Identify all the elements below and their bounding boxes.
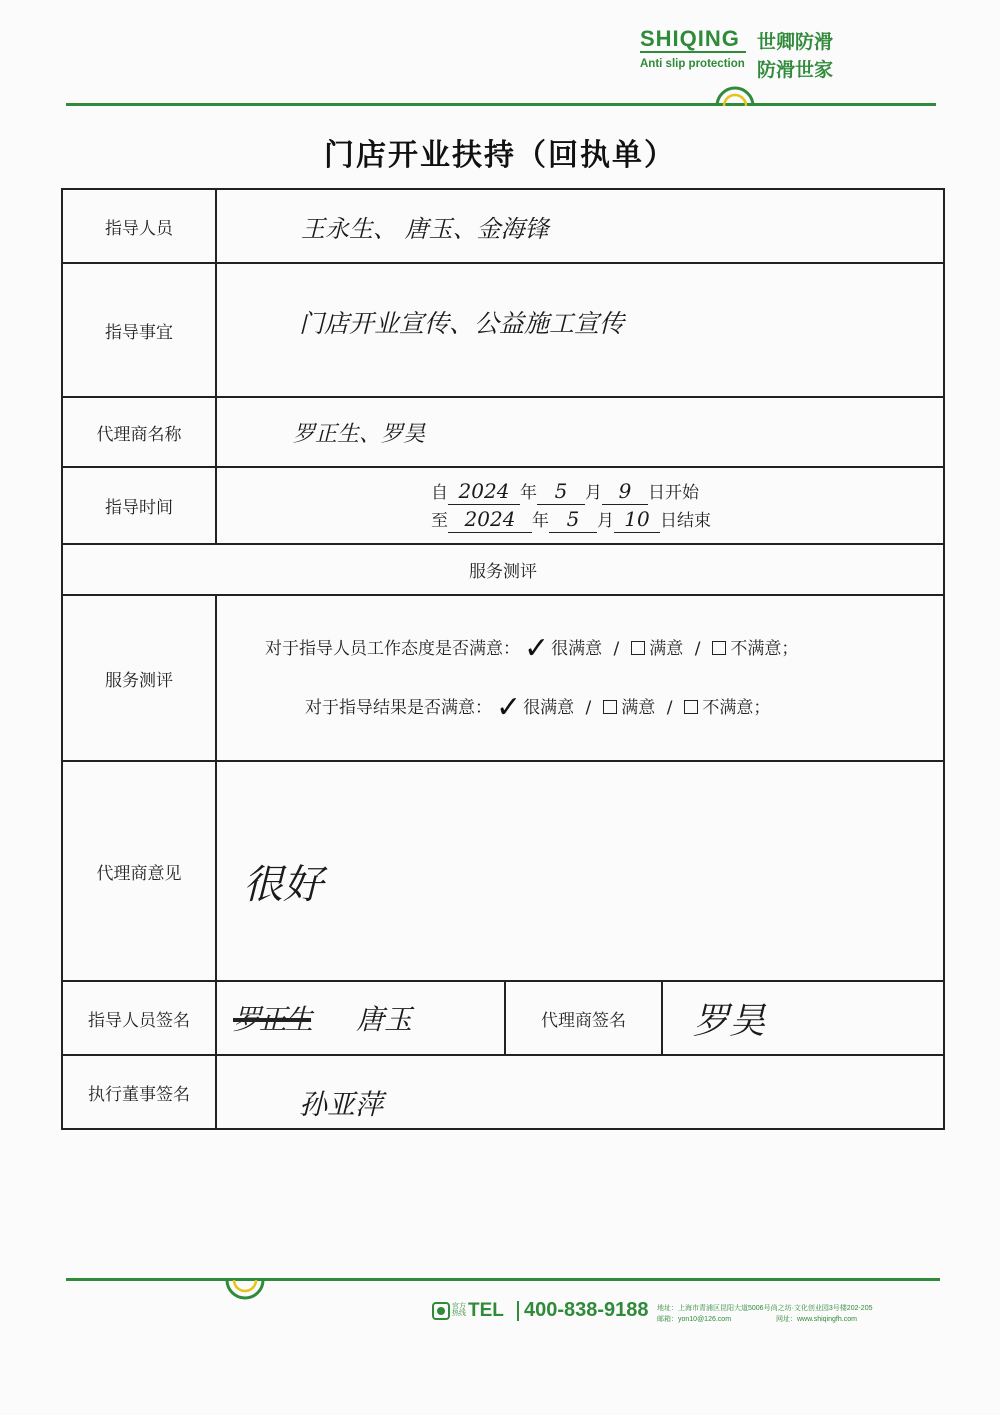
crossed-out-signature: 罗正生 — [233, 1003, 312, 1036]
service-eval-label: 服务测评 — [62, 595, 216, 761]
eval-q2-text: 对于指导结果是否满意： — [305, 698, 492, 718]
footer-address: 地址：上海市青浦区昆阳大道5006号尚之坊·文化创业园3号楼202-205 — [657, 1305, 873, 1312]
time-from-row: 自 2024 年 5 月 9 日开始 — [431, 478, 699, 503]
agent-opinion-label: 代理商意见 — [62, 761, 216, 981]
q2-opt-ok[interactable]: 满意 — [621, 698, 656, 718]
checkbox-icon[interactable] — [631, 641, 645, 655]
service-eval-header: 服务测评 — [62, 544, 944, 595]
checkbox-icon[interactable] — [684, 700, 698, 714]
guide-matters-label: 指导事宜 — [62, 263, 216, 397]
brand-tagline-cn: 防滑世家 — [757, 59, 834, 81]
hotline-badge: 官方热线 — [452, 1303, 466, 1317]
footer-divider — [517, 1301, 519, 1321]
to-day: 10 — [614, 506, 660, 533]
brand-tagline: Anti slip protection — [640, 58, 745, 70]
tel-label: TEL — [468, 1300, 504, 1321]
q2-opt-not[interactable]: 不满意； — [702, 698, 771, 718]
guide-staff-label: 指导人员 — [62, 189, 216, 263]
brand-underline — [640, 51, 746, 53]
q2-opt-very[interactable]: 很满意 — [523, 698, 575, 718]
q1-opt-ok[interactable]: 满意 — [649, 639, 684, 659]
header-arc-icon — [712, 84, 758, 108]
check-mark-icon: ✓ — [524, 631, 550, 666]
checkbox-icon[interactable] — [603, 700, 617, 714]
q1-opt-not[interactable]: 不满意； — [730, 639, 799, 659]
phone-number[interactable]: 400-838-9188 — [524, 1299, 649, 1321]
brand-name-cn: 世卿防滑 — [757, 31, 834, 53]
footer-email[interactable]: 邮箱：yon10@126.com — [657, 1316, 732, 1323]
guide-sign-value: 唐玉 — [356, 1003, 413, 1036]
header-rule — [66, 103, 936, 106]
from-month: 5 — [537, 478, 585, 505]
agent-name-label: 代理商名称 — [62, 397, 216, 467]
footer-arc-icon — [222, 1272, 268, 1302]
to-year: 2024 — [448, 506, 532, 533]
phone-icon — [432, 1302, 450, 1320]
brand-name: SHIQING — [640, 26, 740, 51]
guide-time-label: 指导时间 — [62, 467, 216, 544]
page-title: 门店开业扶持（回执单） — [324, 138, 676, 173]
q1-opt-very[interactable]: 很满意 — [551, 639, 603, 659]
time-to-row: 至 2024 年 5 月 10 日结束 — [431, 506, 711, 531]
agent-opinion-value: 很好 — [243, 861, 323, 908]
check-mark-icon: ✓ — [496, 690, 522, 725]
guide-matters-value: 门店开业宣传、公益施工宣传 — [299, 309, 625, 338]
to-month: 5 — [549, 506, 597, 533]
eval-q1-row: 对于指导人员工作态度是否满意： ✓ 很满意 / 满意 / 不满意； — [265, 631, 799, 666]
receipt-form — [61, 188, 945, 1130]
guide-staff-value: 王永生、 唐玉、金海锋 — [301, 214, 549, 243]
footer-rule — [66, 1278, 940, 1281]
eval-q2-row: 对于指导结果是否满意： ✓ 很满意 / 满意 / 不满意； — [305, 690, 771, 725]
from-day: 9 — [602, 478, 648, 505]
director-sign-label: 执行董事签名 — [62, 1055, 216, 1129]
agent-sign-label: 代理商签名 — [505, 981, 662, 1055]
footer-website[interactable]: 网址：www.shiqingfh.com — [776, 1316, 857, 1323]
guide-sign-label: 指导人员签名 — [62, 981, 216, 1055]
from-year: 2024 — [448, 478, 520, 505]
agent-name-value: 罗正生、罗昊 — [293, 421, 426, 447]
checkbox-icon[interactable] — [712, 641, 726, 655]
agent-sign-value: 罗昊 — [693, 1000, 766, 1042]
eval-q1-text: 对于指导人员工作态度是否满意： — [265, 639, 520, 659]
director-sign-value: 孙亚萍 — [299, 1088, 384, 1121]
